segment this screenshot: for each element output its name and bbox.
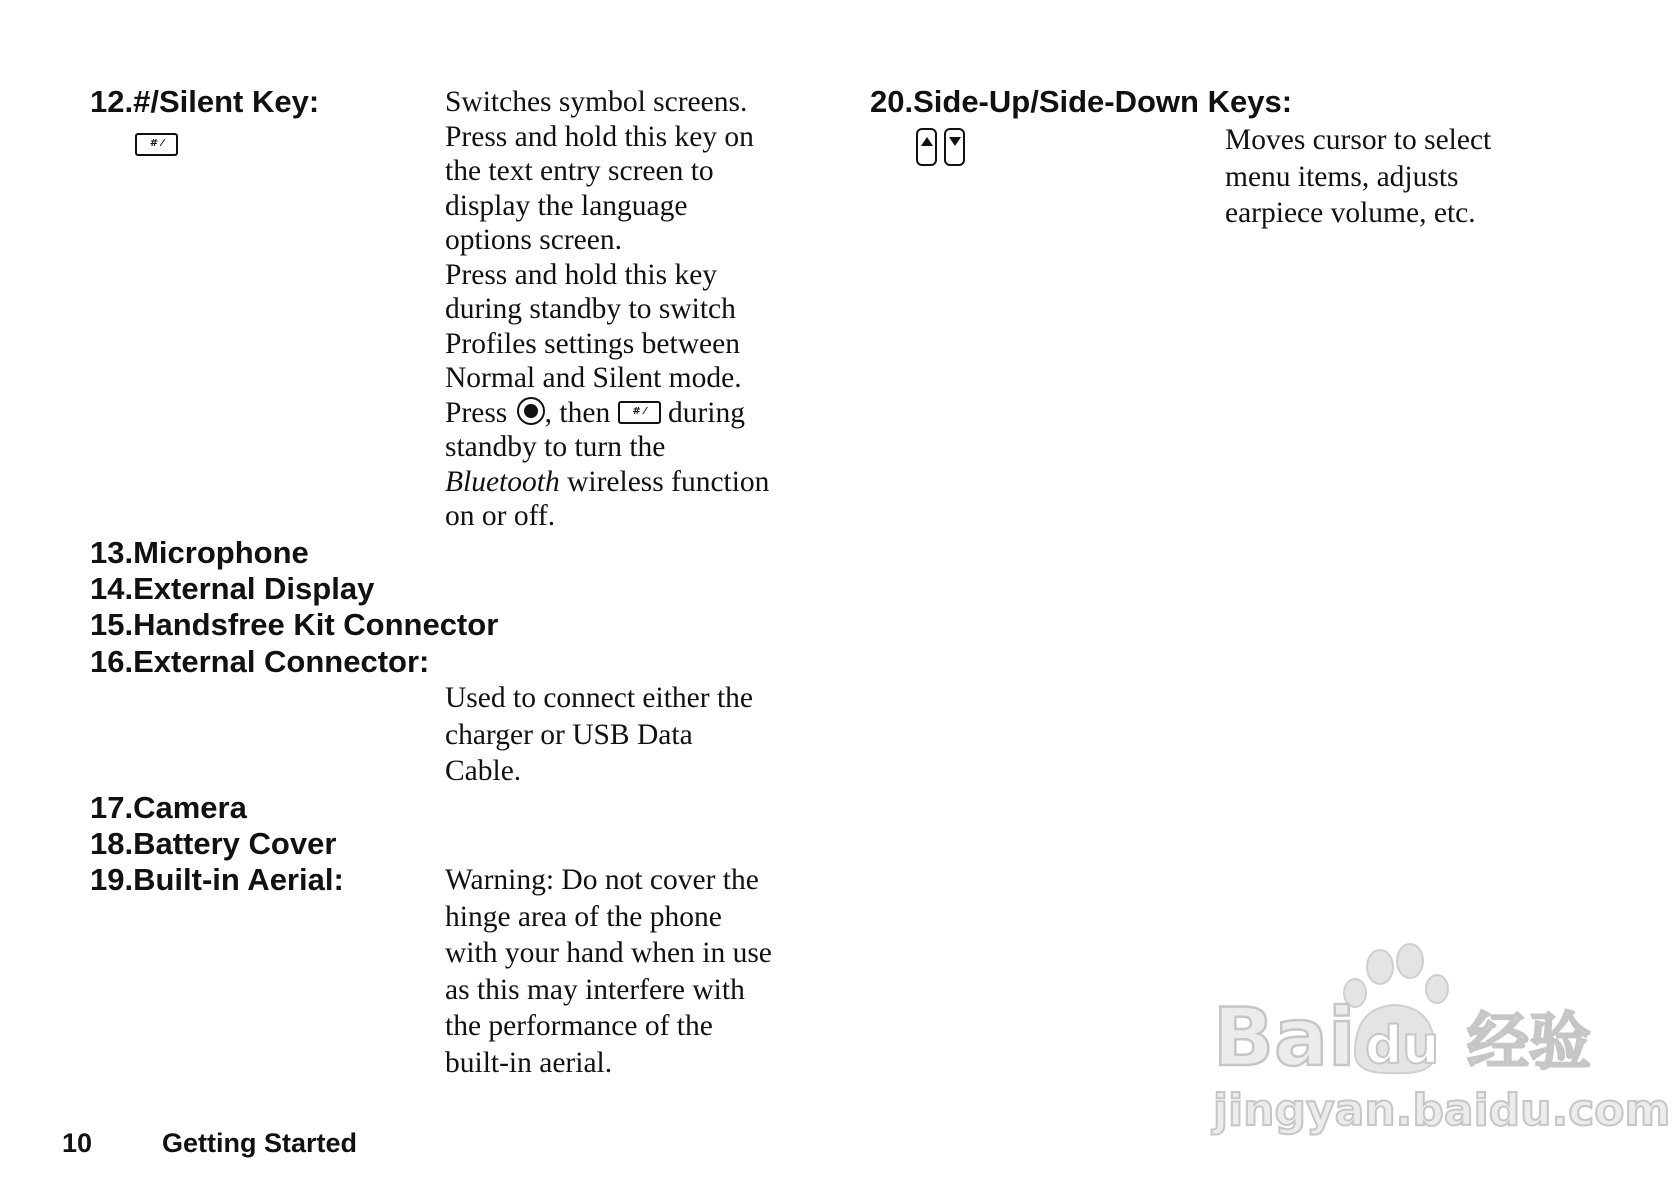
item-14-heading: 14.External Display [90, 571, 375, 606]
item-18-heading: 18.Battery Cover [90, 826, 337, 861]
watermark-du-text: du [1365, 1016, 1440, 1076]
item-19-line: with your hand when in use [445, 937, 772, 969]
press-word: Press [445, 396, 508, 429]
item-19-line: as this may interfere with [445, 973, 745, 1006]
item-12-line: Press and hold this key on [445, 120, 754, 153]
page-number: 10 [62, 1128, 93, 1158]
item-20-line: menu items, adjusts [1225, 160, 1459, 193]
then-word: , then [544, 396, 611, 429]
side-down-key-icon [944, 128, 965, 166]
watermark-url-text: jingyan.baidu.com [1213, 1085, 1671, 1136]
item-12-line: on or off. [445, 500, 556, 532]
item-16-line: charger or USB Data [445, 718, 693, 751]
item-12-line: Switches symbol screens. [445, 86, 748, 118]
item-13-heading: 13.Microphone [90, 535, 309, 570]
item-16-line: Used to connect either the [445, 682, 753, 714]
baidu-watermark-logo [1205, 945, 1671, 1145]
item-17-heading: 17.Camera [90, 790, 247, 825]
section-title: Getting Started [162, 1128, 358, 1158]
item-12-line: Normal and Silent mode. [445, 362, 742, 394]
item-12-heading: 12.#/Silent Key: [90, 84, 320, 119]
side-up-key-icon [916, 128, 937, 166]
item-12-description [445, 85, 769, 534]
item-12-line: display the language [445, 189, 688, 222]
center-select-key-icon [517, 397, 545, 425]
watermark-brand-text: Bai [1213, 991, 1356, 1084]
item-19-line: the performance of the [445, 1010, 713, 1042]
item-16-heading: 16.External Connector: [90, 644, 430, 679]
item-20-line: Moves cursor to select [1225, 124, 1492, 156]
item-12-line: options screen. [445, 224, 622, 256]
item-19-description [445, 862, 772, 1081]
item-12-line: during standby to switch [445, 293, 736, 325]
item-20-description [1225, 122, 1491, 232]
hash-silent-key-icon [618, 401, 661, 424]
item-19-line: built-in aerial. [445, 1046, 613, 1079]
item-20-line: earpiece volume, etc. [1225, 197, 1476, 229]
item-12-line: the text entry screen to [445, 155, 714, 187]
item-12-bluetooth-line [445, 465, 769, 500]
during-word: during [667, 396, 745, 429]
item-16-line: Cable. [445, 755, 522, 787]
item-12-line: Press and hold this key [445, 258, 718, 291]
item-19-heading: 19.Built-in Aerial: [90, 862, 344, 897]
item-19-line: Warning: Do not cover the [445, 864, 759, 896]
hash-silent-key-icon [135, 133, 178, 156]
item-19-line: hinge area of the phone [445, 900, 722, 933]
item-12-line: standby to turn the [445, 431, 666, 463]
item-12-line: Profiles settings between [445, 327, 740, 360]
item-20-heading: 20.Side-Up/Side-Down Keys: [870, 84, 1293, 119]
item-16-description [445, 680, 753, 790]
bluetooth-word: Bluetooth [445, 465, 560, 498]
item-15-heading: 15.Handsfree Kit Connector [90, 607, 499, 642]
wireless-text: wireless function [559, 465, 770, 498]
item-12-press-line [445, 396, 769, 431]
watermark-cn-text: 经验 [1467, 1005, 1592, 1078]
